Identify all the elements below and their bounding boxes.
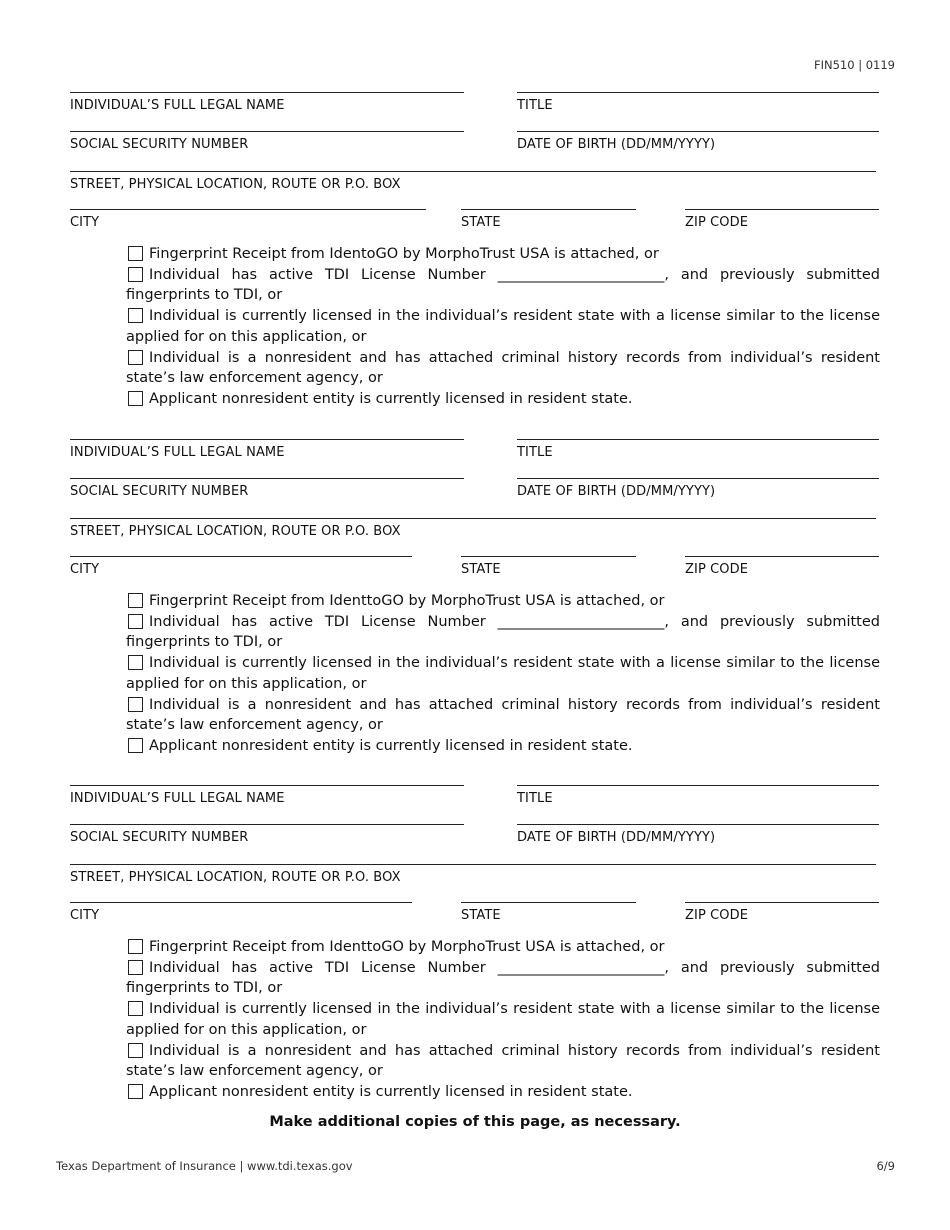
zip-field[interactable] (685, 902, 879, 932)
dob-label: DATE OF BIRTH (DD/MM/YYYY) (517, 484, 716, 499)
entity-licensed-checkbox[interactable] (128, 738, 143, 753)
state-line (461, 902, 636, 903)
zip-line (685, 902, 879, 903)
option-item (126, 958, 880, 999)
city-line (70, 209, 426, 210)
option-text: Individual is currently licensed in the individual’s resident state with a license similar to the license applied for on this application, or (126, 1001, 880, 1038)
fingerprint-receipt-checkbox[interactable] (128, 593, 143, 608)
zip-line (685, 556, 879, 557)
option-text: Fingerprint Receipt from IdenttoGO by MorphoTrust USA is attached, or (149, 593, 665, 609)
state-label: STATE (461, 562, 501, 577)
city-label: CITY (70, 562, 100, 577)
zip-label: ZIP CODE (685, 562, 749, 577)
criminal-history-checkbox[interactable] (128, 697, 143, 712)
street-label: STREET, PHYSICAL LOCATION, ROUTE OR P.O. BOX (70, 524, 401, 539)
dob-label: DATE OF BIRTH (DD/MM/YYYY) (517, 137, 716, 152)
street-line (70, 171, 876, 172)
street-field[interactable] (70, 518, 876, 548)
zip-line (685, 209, 879, 210)
city-field[interactable] (70, 209, 426, 239)
resident-license-checkbox[interactable] (128, 655, 143, 670)
title-field[interactable] (517, 92, 879, 122)
zip-field[interactable] (685, 556, 879, 586)
state-line (461, 556, 636, 557)
ssn-field[interactable] (70, 478, 464, 508)
fingerprint-receipt-checkbox[interactable] (128, 939, 143, 954)
ssn-line (70, 824, 464, 825)
city-label: CITY (70, 908, 100, 923)
option-text: Applicant nonresident entity is currently licensed in resident state. (149, 390, 633, 407)
full-name-label: INDIVIDUAL’S FULL LEGAL NAME (70, 791, 285, 806)
state-line (461, 209, 636, 210)
state-label: STATE (461, 908, 501, 923)
option-text: Individual has active TDI License Number _______________________, and previously submitted fingerprints to TDI, or (126, 613, 880, 651)
full-name-field[interactable] (70, 785, 464, 815)
city-field[interactable] (70, 556, 412, 586)
option-text: Individual is currently licensed in the individual’s resident state with a license similar to the license applied for on this application, or (126, 655, 880, 692)
individual-section-3 (0, 785, 950, 1125)
additional-copies-note: Make additional copies of this page, as necessary. (269, 1114, 681, 1130)
street-field[interactable] (70, 864, 876, 894)
zip-label: ZIP CODE (685, 215, 749, 230)
title-field[interactable] (517, 439, 879, 469)
dob-line (517, 478, 879, 479)
street-label: STREET, PHYSICAL LOCATION, ROUTE OR P.O. BOX (70, 870, 401, 885)
city-field[interactable] (70, 902, 412, 932)
title-label: TITLE (517, 445, 553, 460)
fingerprint-options (126, 591, 880, 757)
option-item (126, 389, 880, 410)
option-text: Applicant nonresident entity is currently licensed in resident state. (149, 1083, 633, 1100)
state-field[interactable] (461, 902, 636, 932)
option-item (126, 1041, 880, 1082)
option-text: Fingerprint Receipt from IdenttoGO by MorphoTrust USA is attached, or (149, 939, 665, 955)
fingerprint-receipt-checkbox[interactable] (128, 246, 143, 261)
option-item (126, 244, 880, 265)
ssn-line (70, 478, 464, 479)
agency-footer: Texas Department of Insurance | www.tdi.texas.gov (56, 1159, 353, 1173)
option-text: Individual has active TDI License Number _______________________, and previously submitted fingerprints to TDI, or (126, 266, 880, 304)
city-line (70, 902, 412, 903)
full-name-label: INDIVIDUAL’S FULL LEGAL NAME (70, 98, 285, 113)
option-text: Applicant nonresident entity is currently licensed in resident state. (149, 737, 633, 754)
title-label: TITLE (517, 791, 553, 806)
option-item (126, 653, 880, 694)
option-item (126, 591, 880, 612)
fingerprint-options (126, 937, 880, 1103)
option-item (126, 1082, 880, 1103)
tdi-license-checkbox[interactable] (128, 267, 143, 282)
full-name-label: INDIVIDUAL’S FULL LEGAL NAME (70, 445, 285, 460)
option-item (126, 999, 880, 1040)
option-item (126, 695, 880, 736)
full-name-line (70, 785, 464, 786)
option-text: Individual is a nonresident and has attached criminal history records from individual’s resident state’s law enforcement agency, or (126, 1042, 880, 1080)
ssn-label: SOCIAL SECURITY NUMBER (70, 137, 249, 152)
criminal-history-checkbox[interactable] (128, 350, 143, 365)
ssn-label: SOCIAL SECURITY NUMBER (70, 484, 249, 499)
option-item (126, 937, 880, 958)
street-label: STREET, PHYSICAL LOCATION, ROUTE OR P.O. BOX (70, 177, 401, 192)
individual-section-2 (0, 439, 950, 779)
dob-field[interactable] (517, 131, 879, 161)
ssn-line (70, 131, 464, 132)
dob-field[interactable] (517, 478, 879, 508)
option-item (126, 265, 880, 306)
title-field[interactable] (517, 785, 879, 815)
individual-section-1 (0, 92, 950, 432)
form-id: FIN510 | 0119 (813, 58, 895, 72)
fingerprint-options (126, 244, 880, 410)
state-label: STATE (461, 215, 501, 230)
full-name-field[interactable] (70, 439, 464, 469)
dob-field[interactable] (517, 824, 879, 854)
dob-label: DATE OF BIRTH (DD/MM/YYYY) (517, 830, 716, 845)
option-text: Individual is a nonresident and has attached criminal history records from individual’s resident state’s law enforcement agency, or (126, 349, 880, 387)
title-line (517, 92, 879, 93)
title-label: TITLE (517, 98, 553, 113)
page-number: 6/9 (876, 1159, 895, 1173)
zip-label: ZIP CODE (685, 908, 749, 923)
ssn-field[interactable] (70, 131, 464, 161)
street-field[interactable] (70, 171, 876, 201)
zip-field[interactable] (685, 209, 879, 239)
option-item (126, 736, 880, 757)
option-text: Individual has active TDI License Number _______________________, and previously submitted fingerprints to TDI, or (126, 959, 880, 997)
title-line (517, 785, 879, 786)
tdi-license-checkbox[interactable] (128, 960, 143, 975)
resident-license-checkbox[interactable] (128, 1001, 143, 1016)
resident-license-checkbox[interactable] (128, 308, 143, 323)
entity-licensed-checkbox[interactable] (128, 1084, 143, 1099)
state-field[interactable] (461, 556, 636, 586)
option-text: Fingerprint Receipt from IdentoGO by MorphoTrust USA is attached, or (149, 246, 659, 262)
street-line (70, 518, 876, 519)
ssn-field[interactable] (70, 824, 464, 854)
option-text: Individual is currently licensed in the individual’s resident state with a license similar to the license applied for on this application, or (126, 308, 880, 345)
dob-line (517, 824, 879, 825)
street-line (70, 864, 876, 865)
city-line (70, 556, 412, 557)
dob-line (517, 131, 879, 132)
option-text: Individual is a nonresident and has attached criminal history records from individual’s resident state’s law enforcement agency, or (126, 696, 880, 734)
option-item (126, 306, 880, 347)
full-name-line (70, 92, 464, 93)
full-name-line (70, 439, 464, 440)
option-item (126, 612, 880, 653)
full-name-field[interactable] (70, 92, 464, 122)
title-line (517, 439, 879, 440)
option-item (126, 348, 880, 389)
tdi-license-checkbox[interactable] (128, 614, 143, 629)
state-field[interactable] (461, 209, 636, 239)
city-label: CITY (70, 215, 100, 230)
criminal-history-checkbox[interactable] (128, 1043, 143, 1058)
ssn-label: SOCIAL SECURITY NUMBER (70, 830, 249, 845)
entity-licensed-checkbox[interactable] (128, 391, 143, 406)
